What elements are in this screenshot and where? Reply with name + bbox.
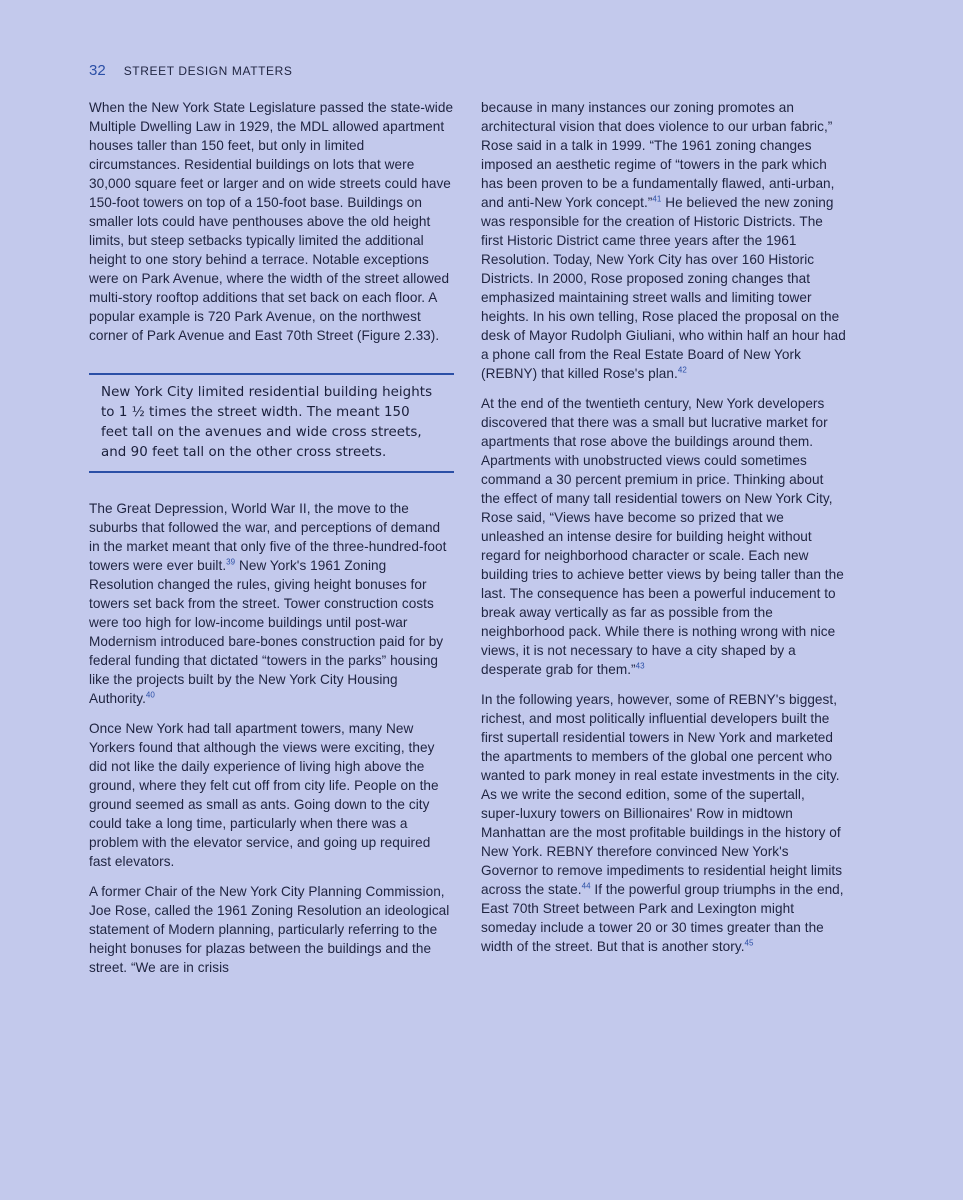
pull-quote: New York City limited residential building heights to 1 ½ times the street width. The meant 150 feet tall on the avenues and wide cross streets, and 90 feet tall on the other cross streets.: [89, 373, 454, 473]
paragraph-text: In the following years, however, some of REBNY's biggest, richest, and most politically influential developers built the first supertall residential towers in New York and marketed the apartments to members of the global one percent who wanted to park money in real estate investments in the city. As we write the second edition, some of the supertall, super-luxury towers on Billionaires' Row in midtown Manhattan are the most profitable buildings in the history of New York. REBNY therefore convinced New York's Governor to remove impediments to residential height limits across the state.: [481, 692, 843, 897]
footnote-ref: 45: [744, 938, 754, 948]
paragraph: [481, 98, 846, 383]
footnote-ref: 44: [581, 881, 591, 891]
footnote-ref: 42: [677, 365, 687, 375]
paragraph-text: because in many instances our zoning promotes an architectural vision that does violence to our urban fabric,” Rose said in a talk in 1999. “The 1961 zoning changes imposed an aesthetic regime of “towers in the park which has been proven to be a fundamentally flawed, anti-urban, and anti-New York concept.”: [481, 100, 835, 210]
page-number: 32: [89, 62, 106, 79]
paragraph: A former Chair of the New York City Planning Commission, Joe Rose, called the 1961 Zoning Resolution an ideological statement of Modern planning, particularly referring to the height bonuses for plazas between the buildings and the street. “We are in crisis: [89, 884, 450, 975]
paragraph-text: At the end of the twentieth century, New York developers discovered that there was a small but lucrative market for apartments that rose above the buildings around them. Apartments with unobstructed views could sometimes command a 30 percent premium in price. Thinking about the effect of many tall residential towers on New York City, Rose said, “Views have become so prized that we unleashed an intense desire for building height without regard for neighborhood character or scale. Each new building tries to achieve better views by being taller than the last. The consequence has been a powerful inducement to break away vertically as far as possible from the neighborhood pack. While there is nothing wrong with nice views, it is not necessary to have a city shaped by a desperate grab for them.”: [481, 396, 844, 677]
paragraph-text: He believed the new zoning was responsible for the creation of Historic Districts. The first Historic District came three years after the 1961 Resolution. Today, New York City has over 160 Historic Districts. In 2000, Rose proposed zoning changes that emphasized maintaining street walls and limiting tower heights. In his own telling, Rose placed the proposal on the desk of Mayor Rudolph Giuliani, who within half an hour had a phone call from the Real Estate Board of New York (REBNY) that killed Rose's plan.: [481, 195, 846, 381]
paragraph: [481, 690, 846, 956]
right-column: [481, 98, 846, 967]
paragraph: Once New York had tall apartment towers, many New Yorkers found that although the views were exciting, they did not like the daily experience of living high above the ground, where they felt cut off from city life. People on the ground seemed as small as ants. Going down to the city could take a long time, particularly when there was a problem with the elevator service, and going up required fast elevators.: [89, 721, 439, 869]
paragraph-text: New York's 1961 Zoning Resolution changed the rules, giving height bonuses for towers set back from the street. Tower construction costs were too high for low-income buildings until post-war Modernism introduced bare-bones construction paid for by federal funding that dictated “towers in the parks” housing like the projects built by the New York City Housing Authority.: [89, 558, 444, 706]
footnote-ref: 41: [652, 194, 662, 204]
paragraph: [89, 499, 454, 708]
paragraph-text: The Great Depression, World War II, the move to the suburbs that followed the war, and perceptions of demand in the market meant that only five of the three-hundred-foot towers were ever built.: [89, 501, 447, 573]
running-title: STREET DESIGN MATTERS: [123, 64, 293, 78]
footnote-ref: 40: [145, 690, 155, 700]
paragraph: [481, 394, 846, 679]
paragraph-text: If the powerful group triumphs in the end, East 70th Street between Park and Lexington might someday include a tower 20 or 30 times greater than the width of the street. But that is another story.: [481, 882, 844, 954]
footnote-ref: 39: [226, 557, 236, 567]
footnote-ref: 43: [635, 661, 645, 671]
left-column: [89, 98, 454, 988]
page-header: [89, 62, 293, 79]
paragraph: When the New York State Legislature passed the state-wide Multiple Dwelling Law in 1929, the MDL allowed apartment houses taller than 150 feet, but only in limited circumstances. Residential buildings on lots that were 30,000 square feet or larger and on wide streets could have 150-foot towers on top of a 150-foot base. Buildings on smaller lots could have penthouses above the old height limits, but steep setbacks typically limited the additional height to one story behind a terrace. Notable exceptions were on Park Avenue, where the width of the street allowed multi-story rooftop additions that set back on each floor. A popular example is 720 Park Avenue, on the northwest corner of Park Avenue and East 70th Street (Figure 2.33).: [89, 100, 454, 343]
